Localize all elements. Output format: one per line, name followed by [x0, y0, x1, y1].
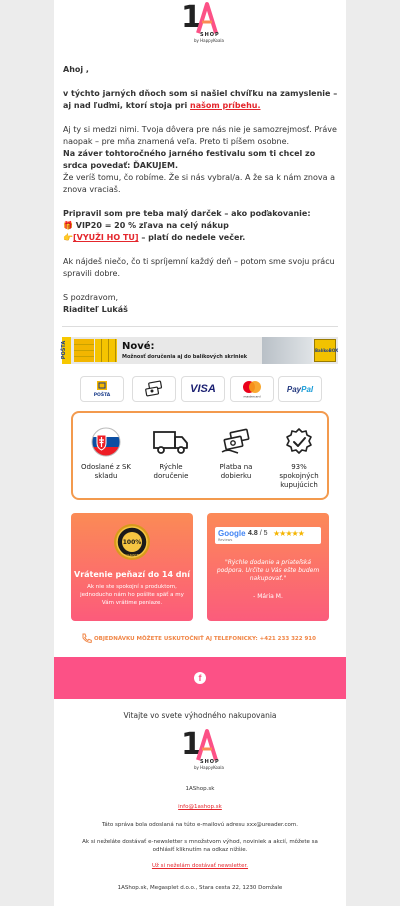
- footer-logo[interactable]: [54, 729, 346, 779]
- delivery-banner[interactable]: [62, 337, 338, 364]
- divider: [62, 326, 338, 327]
- cash-on-delivery-icon: [143, 380, 165, 398]
- visa-icon: VISA: [190, 383, 216, 395]
- phone-icon: [81, 633, 91, 643]
- benefit-label: Rýchle doručenie: [153, 463, 189, 480]
- logo-a-icon: [196, 729, 218, 761]
- posta-icon: [87, 380, 117, 398]
- footer-sent-to: Táto správa bola odoslaná na túto e-mailovú adresu xxx@ureader.com.: [101, 822, 299, 828]
- trust-text: Aj ty si medzi nimi. Tvoja dôvera pre nás nie je samozrejmosť. Práve naopak – pre mňa znamená veľa. Preto ti píšem osobne.: [63, 125, 337, 146]
- logo-mark: 1: [181, 0, 202, 35]
- paypal-icon: [287, 385, 313, 394]
- gift-code: 🎁 VIP20 = 20 % zľava na celý nákup: [63, 221, 229, 230]
- footer-site: 1AShop.sk: [185, 786, 215, 792]
- benefit-label: Platba na dobierku: [219, 463, 253, 480]
- mastercard-label: mastercard: [243, 394, 261, 399]
- benefit-fast-delivery: [143, 427, 199, 481]
- refund-text: Ak nie ste spokojní s produktom, jednoducho nám ho pošlite späť a my Vám vrátime peniaze.: [80, 584, 184, 606]
- posta-label: POŠTA: [93, 393, 111, 398]
- facebook-icon[interactable]: f: [194, 672, 206, 684]
- phone-order-line[interactable]: [81, 633, 331, 645]
- cash-icon: [219, 427, 253, 457]
- benefit-label: 93% spokojných kupujúcich: [279, 463, 319, 489]
- footer-email: [54, 803, 346, 811]
- footer-address: 1AShop.sk, Megasplet d.o.o., Stara cesta 22, 1230 Domžale: [117, 885, 283, 891]
- gift-intro: Pripravil som pre teba malý darček – ako poďakovanie:: [63, 209, 311, 218]
- footer-unsubscribe: [54, 862, 346, 870]
- slovakia-flag-icon: [91, 427, 121, 457]
- logo-by: by HappyKoala: [194, 765, 224, 770]
- gift-cta-rest: – platí do nedele večer.: [138, 233, 246, 242]
- banner-subtitle: Možnosť doručenia aj do balíkových skriniek: [122, 354, 248, 360]
- letter-body: [63, 64, 339, 328]
- seal-percent: 100%: [122, 539, 142, 546]
- posta-strip: [62, 337, 71, 364]
- greeting: Ahoj ,: [63, 65, 89, 74]
- payment-mastercard: [230, 376, 274, 402]
- brand-logo[interactable]: [54, 2, 346, 52]
- footer-email-link[interactable]: info@1ashop.sk: [178, 804, 222, 810]
- seal-caption: GUARANTEE: [124, 554, 140, 557]
- footer-welcome: Vitajte vo svete výhodného nakupovania: [123, 711, 277, 720]
- logo-by: by HappyKoala: [194, 38, 224, 43]
- review-author: - Mária M.: [253, 593, 283, 600]
- rating-value: [248, 530, 267, 537]
- rating-stars-icon: ★★★★★: [273, 529, 304, 538]
- money-back-seal-icon: [113, 523, 151, 561]
- verified-badge-icon: [284, 427, 314, 457]
- logo-mark: 1: [181, 727, 202, 762]
- balikobox-label: BalíkoBOX: [315, 348, 339, 353]
- review-quote: "Rýchle dodanie a priateľská podpora. Určite u Vás ešte budem nakupovať.": [216, 559, 320, 582]
- paragraph-closing: Ak nájdeš niečo, čo ti spríjemní každý deň – potom sme svoju prácu spravili dobre.: [63, 257, 335, 278]
- rating-number: 4.8: [248, 530, 258, 537]
- truck-icon: [152, 427, 190, 457]
- unsubscribe-link[interactable]: Už si neželám dostávať newsletter.: [151, 863, 249, 869]
- parcel-locker-icon: [74, 339, 94, 362]
- return-text: Že veríš tomu, čo robíme. Že si nás vybral/a. A že sa k nám znova a znova vraciaš.: [63, 173, 335, 194]
- parcel-locker-doors-icon: [95, 339, 117, 362]
- google-logo-icon: [218, 529, 246, 538]
- benefits-box: [71, 411, 329, 500]
- payment-cod: [132, 376, 176, 402]
- benefit-label: Odoslané z SK skladu: [80, 463, 132, 480]
- reviews-caption: Reviews: [218, 538, 233, 542]
- google-wordmark: Google: [218, 529, 246, 538]
- banner-photo: [262, 337, 312, 364]
- paragraph-intro: [63, 88, 339, 112]
- review-card: [207, 513, 329, 621]
- footer-unsubscribe-info: Ak si neželáte dostávať e-newsletter s množstvom výhod, noviniek a akcií, môžete sa odhlásiť kliknutím na odkaz nižšie.: [82, 839, 318, 853]
- refund-card: [71, 513, 193, 621]
- paragraph-trust: [63, 124, 339, 196]
- benefit-satisfaction: [271, 427, 327, 490]
- banner-title: Nové:: [122, 341, 155, 352]
- intro-text: v týchto jarných dňoch som si našiel chvíľku na zamyslenie – aj nad ľuďmi, ktorí stoja pri: [63, 89, 338, 110]
- posta-strip-label: POŠTA: [61, 340, 68, 360]
- payment-paypal: [278, 376, 322, 402]
- logo-shop: SHOP: [200, 32, 220, 38]
- paypal-label-a: Pay: [286, 384, 302, 394]
- refund-title: Vrátenie peňazí do 14 dní: [74, 570, 190, 579]
- phone-text: OBJEDNÁVKU MÔŽETE USKUTOČNIŤ AJ TELEFONICKY: +421 233 322 910: [94, 636, 316, 642]
- signature: Riaditeľ Lukáš: [63, 305, 128, 314]
- balikobox-icon: [314, 339, 339, 362]
- google-rating-badge[interactable]: [215, 527, 321, 544]
- mastercard-icon: [239, 379, 265, 399]
- signoff: S pozdravom,: [63, 293, 119, 302]
- email-body: [54, 0, 346, 906]
- pointing-hand-icon: 👉: [63, 233, 73, 242]
- gift-cta-link[interactable]: [VYUŽI HO TU]: [72, 233, 139, 242]
- benefit-sk-warehouse: [78, 427, 134, 481]
- social-bar: [54, 657, 346, 699]
- paypal-label-b: Pal: [301, 384, 314, 394]
- signoff-block: [63, 292, 339, 316]
- logo-shop: SHOP: [200, 759, 220, 765]
- rating-scale: / 5: [259, 530, 268, 537]
- thanks-text: Na záver tohtoročného jarného festivalu som ti chcel zo srdca povedať: ĎAKUJEM.: [63, 149, 316, 170]
- payment-visa: [181, 376, 225, 402]
- benefit-cod: [208, 427, 264, 481]
- story-link[interactable]: našom príbehu.: [190, 101, 261, 110]
- payment-posta: [80, 376, 124, 402]
- logo-a-icon: [196, 2, 218, 34]
- paragraph-gift: [63, 208, 339, 244]
